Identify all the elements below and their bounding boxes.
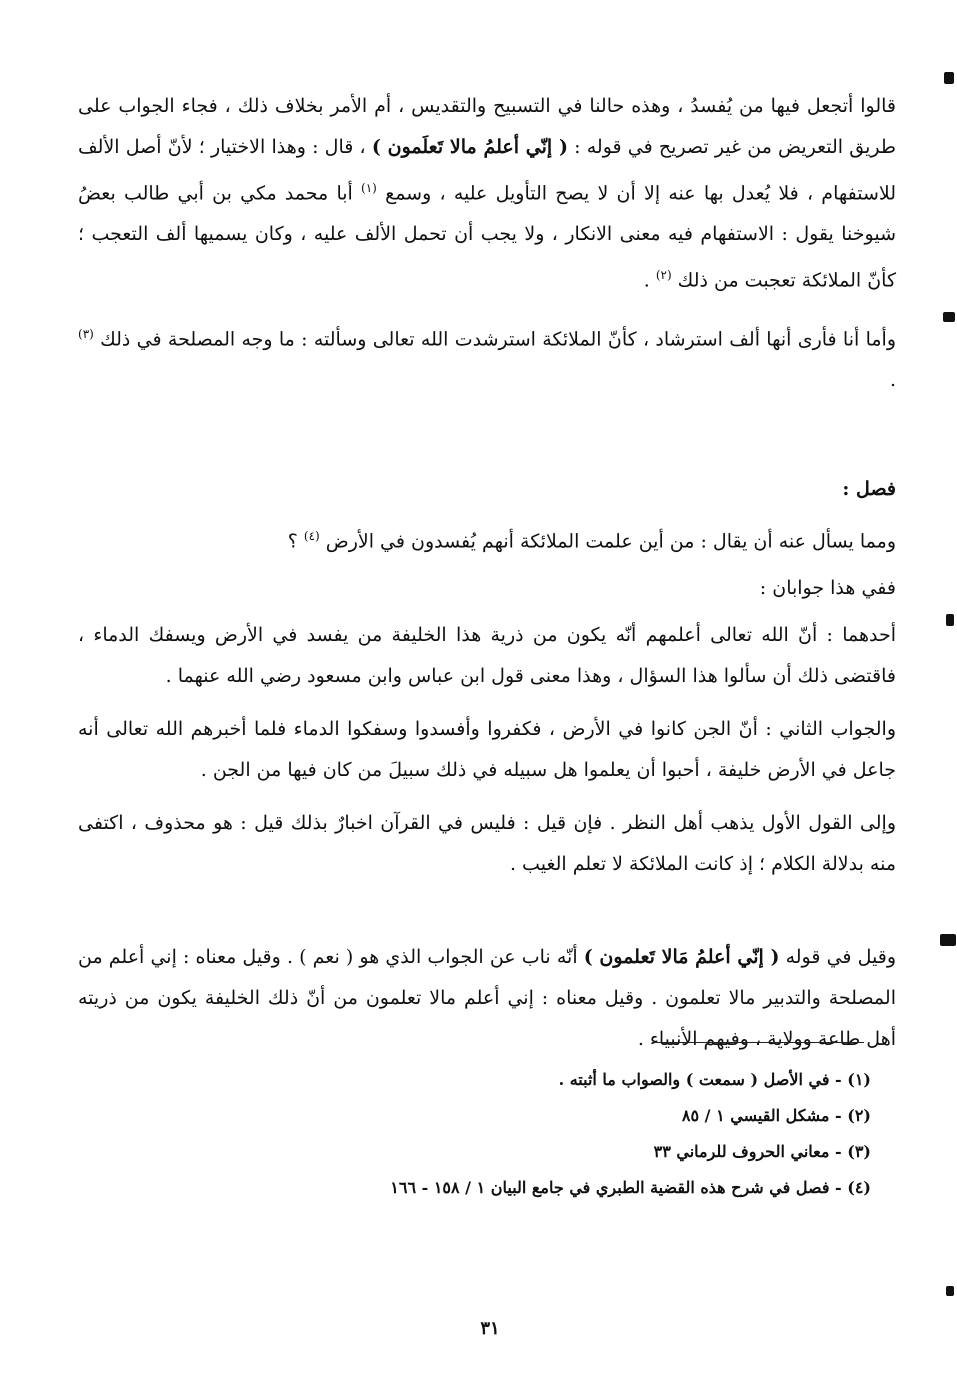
footnote-ref-4[interactable]: (٤) — [303, 528, 320, 543]
paragraph-7: وإلى القول الأول يذهب أهل النظر . فإن قيل : فليس في القرآن اخبارٌ بذلك قيل : هو محذوف ، اكتفى منه بدلالة الكلام ؛ إذ كانت الملائكة لا تعلم الغيب . — [78, 812, 896, 876]
margin-mark — [944, 72, 954, 84]
paragraph-text: وأما أنا فأرى أنها ألف استرشاد ، كأنّ الملائكة استرشدت الله تعالى وسألته : ما وجه المصلحة في ذلك — [93, 327, 896, 350]
paragraph-4: ففي هذا جوابان : — [759, 577, 896, 600]
footnotes — [271, 1062, 871, 1206]
margin-mark — [943, 312, 955, 322]
footnote-4: (٤) - فصل في شرح هذه القضية الطبري في جامع البيان ١ / ١٥٨ - ١٦٦ — [390, 1178, 871, 1197]
footnote-ref-2[interactable]: (٢) — [655, 268, 672, 283]
footnote-3: (٣) - معاني الحروف للرماني ٣٣ — [653, 1142, 871, 1161]
paragraph-text: . — [643, 269, 656, 292]
section-heading: فصل : — [842, 477, 896, 500]
paragraph-text: ومما يسأل عنه أن يقال : من أين علمت الملائكة أنهم يُفسدون في الأرض — [319, 530, 896, 553]
paragraph-2 — [78, 314, 896, 401]
paragraph-1 — [78, 86, 896, 302]
footnote-ref-3[interactable]: (٣) — [78, 326, 94, 341]
paragraph-3 — [78, 516, 896, 562]
paragraph-text: . — [889, 368, 896, 391]
paragraph-5: أحدهما : أنّ الله تعالى أعلمهم أنّه يكون من ذرية هذا الخليفة من يفسد في الأرض ويسفك الدماء ، فاقتضى ذلك أن سألوا هذا السؤال ، وهذا معنى قول ابن عباس وابن مسعود رضي الله عنهما . — [78, 624, 896, 688]
footnote-divider — [652, 1042, 864, 1043]
page-number: ٣١ — [480, 1318, 500, 1339]
paragraph-text: قالوا أتجعل فيها من يُفسدُ ، وهذه حالنا في التسبيح والتقديس ، أم الأمر بخلاف ذلك ، فجاء الجواب على طريق التعريض من غير تصريح في قوله : — [78, 95, 897, 158]
footnote-2: (٢) - مشكل القيسي ١ / ٨٥ — [681, 1106, 871, 1125]
quran-quote: ( إنّي أعلمُ مالا تَعلَمون ) — [371, 136, 568, 158]
margin-mark — [940, 934, 956, 946]
page-body — [78, 86, 896, 1060]
paragraph-text: أنّه ناب عن الجواب الذي هو ( نعم ) . وقيل معناه : إني أعلم من المصلحة والتدبير مالا تعلمون . وقيل معناه : إني أعلم مالا تعلمون من أنّ ذلك الخليفة يكون من ذريته أهل طاعة وولاية ، وفيهم الأنبياء . — [78, 946, 896, 1051]
margin-mark — [946, 1286, 954, 1296]
footnote-1: (١) - في الأصل ( سمعت ) والصواب ما أثبته . — [558, 1070, 871, 1089]
margin-mark — [946, 614, 954, 626]
quran-quote: ( إنّي أعلمُ مَالا تَعلمون ) — [583, 946, 780, 969]
paragraph-text: ؟ — [287, 530, 304, 553]
paragraph-text: ، قال : وهذا الاختيار ؛ لأنّ أصل الألف للاستفهام ، فلا يُعدل بها عنه إلا أن لا يصح التأويل عليه ، وسمع — [78, 136, 897, 205]
paragraph-text: أبا محمد مكي بن أبي طالب بعضُ شيوخنا يقول : الاستفهام فيه معنى الانكار ، ولا يجب أن تحمل الألف عليه ، وكان يسميها ألف التعجب ؛ كأنّ الملائكة تعجبت من ذلك — [78, 182, 896, 292]
footnote-ref-1[interactable]: (١) — [361, 181, 377, 195]
paragraph-6: والجواب الثاني : أنّ الجن كانوا في الأرض ، فكفروا وأفسدوا وسفكوا الدماء فلما أخبرهم الله تعالى أنه جاعل في الأرض خليفة ، أحبوا أن يعلموا هل سبيله في ذلك سبيلَ من كان فيها من الجن . — [78, 718, 896, 782]
paragraph-text: وقيل في قوله — [779, 946, 896, 969]
